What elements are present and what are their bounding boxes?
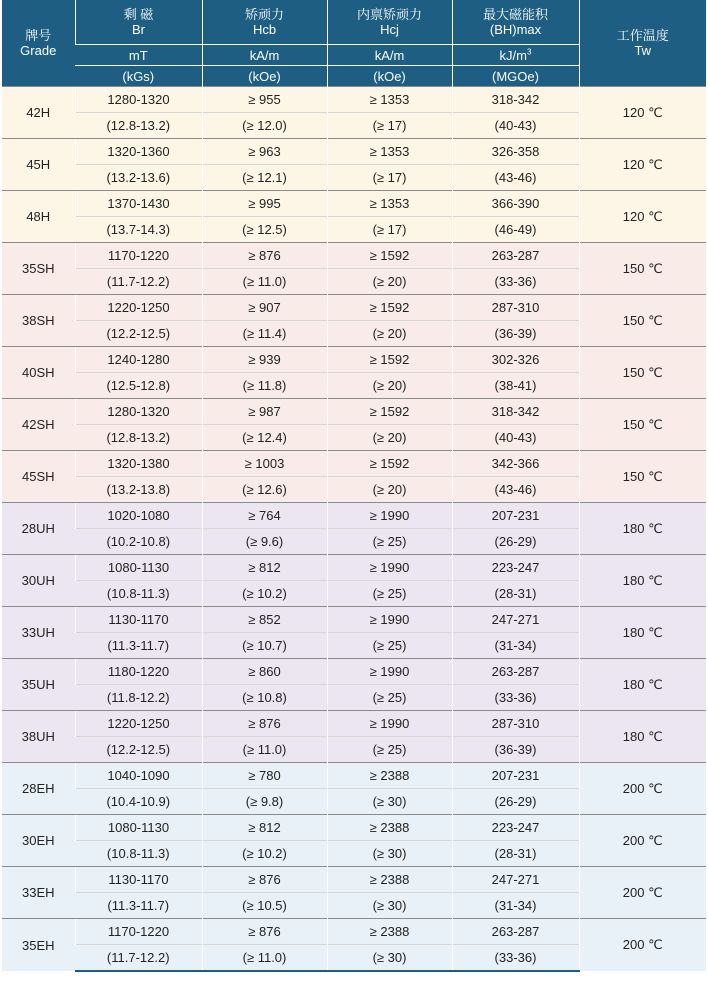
table-row	[2, 607, 706, 633]
bh-alt-cell: (38-41)	[452, 373, 579, 399]
bh-alt-cell: (43-46)	[452, 477, 579, 503]
hcb-alt-cell: (≥ 9.8)	[202, 789, 327, 815]
hcb-alt-cell: (≥ 11.0)	[202, 945, 327, 972]
table-row	[2, 191, 706, 217]
table-row	[2, 451, 706, 477]
hcj-alt-cell: (≥ 25)	[327, 581, 452, 607]
hcj-cell: ≥ 2388	[327, 815, 452, 841]
hcb-cell: ≥ 812	[202, 815, 327, 841]
grade-cell: 33UH	[2, 607, 75, 659]
br-alt-cell: (12.2-12.5)	[75, 737, 202, 763]
bh-cell: 263-287	[452, 919, 579, 945]
hcb-cell: ≥ 907	[202, 295, 327, 321]
br-cell: 1320-1380	[75, 451, 202, 477]
table-row	[2, 815, 706, 841]
br-cell: 1040-1090	[75, 763, 202, 789]
header-tw-en: Tw	[634, 43, 652, 58]
br-cell: 1130-1170	[75, 867, 202, 893]
header-grade	[2, 0, 75, 87]
table-row	[2, 503, 706, 529]
br-cell: 1170-1220	[75, 919, 202, 945]
tw-cell: 180 ℃	[579, 659, 706, 711]
grade-cell: 48H	[2, 191, 75, 243]
table-row	[2, 659, 706, 685]
header-hcb-unit: kA/m	[202, 45, 327, 66]
hcb-cell: ≥ 780	[202, 763, 327, 789]
hcj-cell: ≥ 1353	[327, 191, 452, 217]
hcj-alt-cell: (≥ 30)	[327, 945, 452, 972]
header-hcb-unit-alt: (kOe)	[202, 66, 327, 87]
tw-cell: 200 ℃	[579, 815, 706, 867]
hcb-alt-cell: (≥ 12.5)	[202, 217, 327, 243]
tw-cell: 150 ℃	[579, 451, 706, 503]
hcj-alt-cell: (≥ 25)	[327, 685, 452, 711]
header-hcb-en: Hcb	[252, 22, 277, 37]
br-alt-cell: (11.8-12.2)	[75, 685, 202, 711]
header-tw-cn: 工作温度	[616, 28, 669, 43]
br-cell: 1320-1360	[75, 139, 202, 165]
br-cell: 1280-1320	[75, 87, 202, 113]
br-cell: 1280-1320	[75, 399, 202, 425]
hcb-alt-cell: (≥ 11.0)	[202, 269, 327, 295]
header-br-unit-alt: (kGs)	[75, 66, 202, 87]
hcj-alt-cell: (≥ 20)	[327, 373, 452, 399]
hcj-alt-cell: (≥ 25)	[327, 633, 452, 659]
br-cell: 1080-1130	[75, 555, 202, 581]
table-row	[2, 555, 706, 581]
hcj-cell: ≥ 2388	[327, 919, 452, 945]
bh-alt-cell: (33-36)	[452, 269, 579, 295]
hcb-alt-cell: (≥ 9.6)	[202, 529, 327, 555]
hcb-alt-cell: (≥ 10.2)	[202, 841, 327, 867]
br-alt-cell: (10.8-11.3)	[75, 581, 202, 607]
bh-alt-cell: (26-29)	[452, 789, 579, 815]
bh-alt-cell: (43-46)	[452, 165, 579, 191]
hcb-cell: ≥ 876	[202, 711, 327, 737]
header-hcj-en: Hcj	[380, 22, 399, 37]
header-br-en: Br	[132, 22, 145, 37]
hcj-cell: ≥ 1990	[327, 607, 452, 633]
hcb-cell: ≥ 876	[202, 867, 327, 893]
hcj-alt-cell: (≥ 25)	[327, 529, 452, 555]
tw-cell: 200 ℃	[579, 867, 706, 919]
hcb-cell: ≥ 852	[202, 607, 327, 633]
header-bh	[452, 0, 579, 45]
grade-cell: 40SH	[2, 347, 75, 399]
br-alt-cell: (12.2-12.5)	[75, 321, 202, 347]
hcb-alt-cell: (≥ 12.6)	[202, 477, 327, 503]
grade-cell: 38UH	[2, 711, 75, 763]
tw-cell: 200 ℃	[579, 919, 706, 972]
hcb-alt-cell: (≥ 10.7)	[202, 633, 327, 659]
br-alt-cell: (11.7-12.2)	[75, 269, 202, 295]
bh-alt-cell: (36-39)	[452, 321, 579, 347]
bh-cell: 207-231	[452, 763, 579, 789]
header-bh-unit-base: kJ/m	[499, 47, 527, 63]
hcj-cell: ≥ 1353	[327, 87, 452, 113]
tw-cell: 180 ℃	[579, 503, 706, 555]
header-br-cn: 剩 磁	[123, 7, 154, 22]
header-br	[75, 0, 202, 45]
bh-cell: 302-326	[452, 347, 579, 373]
hcb-alt-cell: (≥ 11.8)	[202, 373, 327, 399]
bh-alt-cell: (26-29)	[452, 529, 579, 555]
tw-cell: 150 ℃	[579, 347, 706, 399]
header-bh-en: (BH)max	[489, 22, 542, 37]
bh-cell: 318-342	[452, 87, 579, 113]
hcj-cell: ≥ 1990	[327, 711, 452, 737]
hcb-alt-cell: (≥ 10.5)	[202, 893, 327, 919]
header-bh-unit	[452, 45, 579, 66]
hcj-alt-cell: (≥ 17)	[327, 217, 452, 243]
bh-alt-cell: (40-43)	[452, 113, 579, 139]
br-alt-cell: (12.8-13.2)	[75, 113, 202, 139]
tw-cell: 180 ℃	[579, 607, 706, 659]
bh-cell: 263-287	[452, 659, 579, 685]
hcb-cell: ≥ 963	[202, 139, 327, 165]
tw-cell: 180 ℃	[579, 555, 706, 607]
tw-cell: 150 ℃	[579, 399, 706, 451]
grade-cell: 45SH	[2, 451, 75, 503]
hcj-cell: ≥ 1990	[327, 659, 452, 685]
hcb-alt-cell: (≥ 12.0)	[202, 113, 327, 139]
br-alt-cell: (10.4-10.9)	[75, 789, 202, 815]
header-hcj-cn: 内禀矫顽力	[356, 7, 422, 22]
hcb-cell: ≥ 764	[202, 503, 327, 529]
bh-alt-cell: (36-39)	[452, 737, 579, 763]
bh-cell: 366-390	[452, 191, 579, 217]
hcj-cell: ≥ 1353	[327, 139, 452, 165]
hcb-cell: ≥ 987	[202, 399, 327, 425]
tw-cell: 200 ℃	[579, 763, 706, 815]
bh-cell: 207-231	[452, 503, 579, 529]
br-cell: 1080-1130	[75, 815, 202, 841]
hcj-alt-cell: (≥ 20)	[327, 269, 452, 295]
br-cell: 1130-1170	[75, 607, 202, 633]
header-tw	[579, 0, 706, 87]
hcb-alt-cell: (≥ 11.4)	[202, 321, 327, 347]
tw-cell: 120 ℃	[579, 139, 706, 191]
table-row	[2, 711, 706, 737]
table-row	[2, 867, 706, 893]
header-bh-unit-alt: (MGOe)	[452, 66, 579, 87]
bh-cell: 263-287	[452, 243, 579, 269]
hcj-alt-cell: (≥ 17)	[327, 113, 452, 139]
hcb-cell: ≥ 860	[202, 659, 327, 685]
grade-cell: 42SH	[2, 399, 75, 451]
grade-cell: 35EH	[2, 919, 75, 972]
hcb-cell: ≥ 1003	[202, 451, 327, 477]
hcj-cell: ≥ 1990	[327, 503, 452, 529]
table-row	[2, 139, 706, 165]
hcb-cell: ≥ 955	[202, 87, 327, 113]
bh-alt-cell: (33-36)	[452, 685, 579, 711]
header-hcb	[202, 0, 327, 45]
header-grade-en: Grade	[20, 43, 57, 58]
hcb-alt-cell: (≥ 11.0)	[202, 737, 327, 763]
hcb-alt-cell: (≥ 12.1)	[202, 165, 327, 191]
bh-alt-cell: (46-49)	[452, 217, 579, 243]
hcj-cell: ≥ 1592	[327, 243, 452, 269]
hcj-cell: ≥ 2388	[327, 867, 452, 893]
bh-cell: 342-366	[452, 451, 579, 477]
grade-cell: 33EH	[2, 867, 75, 919]
table-row	[2, 87, 706, 113]
br-cell: 1370-1430	[75, 191, 202, 217]
hcj-alt-cell: (≥ 30)	[327, 841, 452, 867]
br-alt-cell: (13.7-14.3)	[75, 217, 202, 243]
br-alt-cell: (11.3-11.7)	[75, 633, 202, 659]
tw-cell: 150 ℃	[579, 243, 706, 295]
hcj-alt-cell: (≥ 20)	[327, 425, 452, 451]
grade-cell: 35SH	[2, 243, 75, 295]
grade-cell: 30UH	[2, 555, 75, 607]
magnet-grade-table	[2, 0, 706, 972]
br-alt-cell: (12.8-13.2)	[75, 425, 202, 451]
hcb-cell: ≥ 812	[202, 555, 327, 581]
table-row	[2, 347, 706, 373]
header-hcj-unit-alt: (kOe)	[327, 66, 452, 87]
header-bh-unit-sup: 3	[527, 47, 532, 57]
header-br-unit: mT	[75, 45, 202, 66]
hcb-cell: ≥ 876	[202, 919, 327, 945]
hcb-alt-cell: (≥ 10.8)	[202, 685, 327, 711]
header-hcj	[327, 0, 452, 45]
bh-cell: 247-271	[452, 867, 579, 893]
header-bh-cn: 最大磁能积	[482, 7, 548, 22]
br-alt-cell: (12.5-12.8)	[75, 373, 202, 399]
bh-cell: 287-310	[452, 711, 579, 737]
bh-alt-cell: (28-31)	[452, 581, 579, 607]
header-hcb-cn: 矫顽力	[244, 7, 284, 22]
hcb-cell: ≥ 939	[202, 347, 327, 373]
br-cell: 1170-1220	[75, 243, 202, 269]
br-cell: 1240-1280	[75, 347, 202, 373]
bh-cell: 247-271	[452, 607, 579, 633]
bh-cell: 318-342	[452, 399, 579, 425]
hcb-cell: ≥ 876	[202, 243, 327, 269]
bh-alt-cell: (31-34)	[452, 633, 579, 659]
hcj-cell: ≥ 1592	[327, 451, 452, 477]
hcj-alt-cell: (≥ 25)	[327, 737, 452, 763]
grade-cell: 38SH	[2, 295, 75, 347]
bh-alt-cell: (31-34)	[452, 893, 579, 919]
br-cell: 1220-1250	[75, 295, 202, 321]
bh-cell: 326-358	[452, 139, 579, 165]
bh-alt-cell: (28-31)	[452, 841, 579, 867]
tw-cell: 180 ℃	[579, 711, 706, 763]
table-header	[2, 0, 706, 87]
hcj-alt-cell: (≥ 30)	[327, 789, 452, 815]
header-grade-cn: 牌号	[25, 28, 52, 43]
tw-cell: 120 ℃	[579, 191, 706, 243]
hcj-alt-cell: (≥ 20)	[327, 477, 452, 503]
hcj-cell: ≥ 2388	[327, 763, 452, 789]
br-alt-cell: (13.2-13.8)	[75, 477, 202, 503]
hcj-cell: ≥ 1990	[327, 555, 452, 581]
grade-cell: 35UH	[2, 659, 75, 711]
hcj-cell: ≥ 1592	[327, 347, 452, 373]
br-cell: 1020-1080	[75, 503, 202, 529]
bh-cell: 223-247	[452, 555, 579, 581]
br-alt-cell: (11.3-11.7)	[75, 893, 202, 919]
grade-cell: 28UH	[2, 503, 75, 555]
hcj-alt-cell: (≥ 20)	[327, 321, 452, 347]
table-row	[2, 763, 706, 789]
table-row	[2, 243, 706, 269]
tw-cell: 120 ℃	[579, 87, 706, 139]
table-row	[2, 919, 706, 945]
br-cell: 1220-1250	[75, 711, 202, 737]
br-alt-cell: (13.2-13.6)	[75, 165, 202, 191]
grade-cell: 42H	[2, 87, 75, 139]
tw-cell: 150 ℃	[579, 295, 706, 347]
table-row	[2, 399, 706, 425]
table-row	[2, 295, 706, 321]
br-cell: 1180-1220	[75, 659, 202, 685]
hcb-alt-cell: (≥ 12.4)	[202, 425, 327, 451]
br-alt-cell: (11.7-12.2)	[75, 945, 202, 972]
table-body	[2, 87, 706, 972]
bh-cell: 287-310	[452, 295, 579, 321]
bh-alt-cell: (40-43)	[452, 425, 579, 451]
hcb-alt-cell: (≥ 10.2)	[202, 581, 327, 607]
grade-cell: 28EH	[2, 763, 75, 815]
bh-cell: 223-247	[452, 815, 579, 841]
hcj-alt-cell: (≥ 30)	[327, 893, 452, 919]
hcj-cell: ≥ 1592	[327, 399, 452, 425]
bh-alt-cell: (33-36)	[452, 945, 579, 972]
hcj-cell: ≥ 1592	[327, 295, 452, 321]
hcj-alt-cell: (≥ 17)	[327, 165, 452, 191]
grade-cell: 45H	[2, 139, 75, 191]
header-hcj-unit: kA/m	[327, 45, 452, 66]
grade-cell: 30EH	[2, 815, 75, 867]
br-alt-cell: (10.2-10.8)	[75, 529, 202, 555]
br-alt-cell: (10.8-11.3)	[75, 841, 202, 867]
hcb-cell: ≥ 995	[202, 191, 327, 217]
